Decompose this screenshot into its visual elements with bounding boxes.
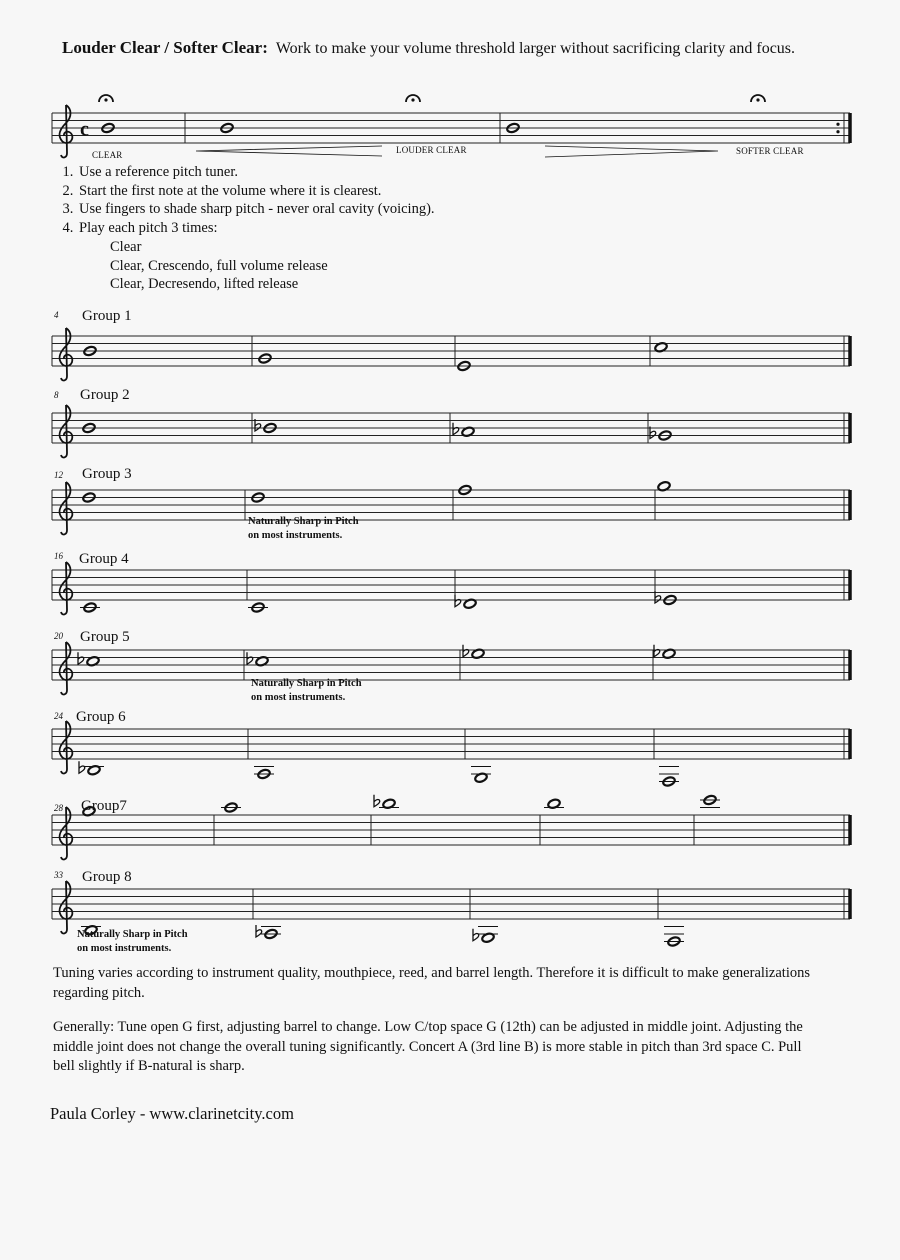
common-time-icon: c [80,118,89,141]
dynamic-softer-clear: SOFTER CLEAR [736,146,804,156]
group-label-3: Group 3 [82,466,132,482]
group-label-1: Group 1 [82,308,132,324]
sub-step: Clear [110,239,142,255]
flat-sign-icon [256,925,262,937]
fermata-dot [756,98,759,101]
title-subtitle: Work to make your volume threshold larger without sacrificing clarity and focus. [275,40,796,57]
sub-steps [110,238,328,294]
measure-number: 28 [54,803,63,813]
instruction-step: 4. Play each pitch 3 times: [77,219,435,238]
flat-sign-icon [78,652,84,664]
group-label-5: Group 5 [80,629,130,645]
instruction-step: 1. Use a reference pitch tuner. [77,163,435,182]
decrescendo-hairpin [545,146,718,157]
measure-number: 12 [54,470,63,480]
footer-credit: Paula Corley - www.clarinetcity.com [50,1104,294,1123]
flat-sign-icon [463,645,469,657]
flat-sign-icon [79,761,85,773]
fermata-dot [104,98,107,101]
fermata-dot [411,98,414,101]
flat-sign-icon [473,929,479,941]
flat-sign-icon [453,423,459,435]
sub-step: Clear, Decresendo, lifted release [110,276,299,292]
measure-number: 33 [54,870,63,880]
measure-number: 20 [54,631,63,641]
flat-sign-icon [455,595,461,607]
naturally-sharp-note: Naturally Sharp in Pitch on most instruments. [251,678,362,703]
group-label-6: Group 6 [76,709,126,725]
crescendo-hairpin [196,146,382,156]
instruction-step: 2. Start the first note at the volume where it is clearest. [77,182,435,201]
paragraph-generally: Generally: Tune open G first, adjusting barrel to change. Low C/top space G (12th) can be adjusted in middle joint. Adjusting the middle joint does not change the overall tuning significantly. Concert A (3rd line B) is more stable in pitch than 3rd space C. Pull bell slightly if B-natural is sharp. [53,1019,803,1074]
measure-number: 8 [54,390,59,400]
dynamic-louder-clear: LOUDER CLEAR [396,145,467,155]
group-label-2: Group 2 [80,387,130,403]
instruction-step: 3. Use fingers to shade sharp pitch - never oral cavity (voicing). [77,200,435,219]
title-bold: Louder Clear / Softer Clear: [62,38,268,57]
paragraph-tuning: Tuning varies according to instrument quality, mouthpiece, reed, and barrel length. Therefore it is difficult to make generalizations regarding pitch. [53,965,811,1001]
instruction-list [55,163,435,237]
flat-sign-icon [654,645,660,657]
repeat-dot [836,123,839,126]
flat-sign-icon [247,652,253,664]
flat-sign-icon [374,795,380,807]
group-label-4: Group 4 [79,551,129,567]
naturally-sharp-note: Naturally Sharp in Pitch on most instruments. [77,929,188,954]
group-label-7: Group7 [81,798,127,814]
repeat-dot [836,130,839,133]
measure-number: 24 [54,711,63,721]
naturally-sharp-note: Naturally Sharp in Pitch on most instruments. [248,516,359,541]
measure-number: 16 [54,551,63,561]
measure-number: 4 [54,310,59,320]
dynamic-clear: CLEAR [92,150,123,160]
sub-step: Clear, Crescendo, full volume release [110,257,328,274]
group-label-8: Group 8 [82,869,132,885]
